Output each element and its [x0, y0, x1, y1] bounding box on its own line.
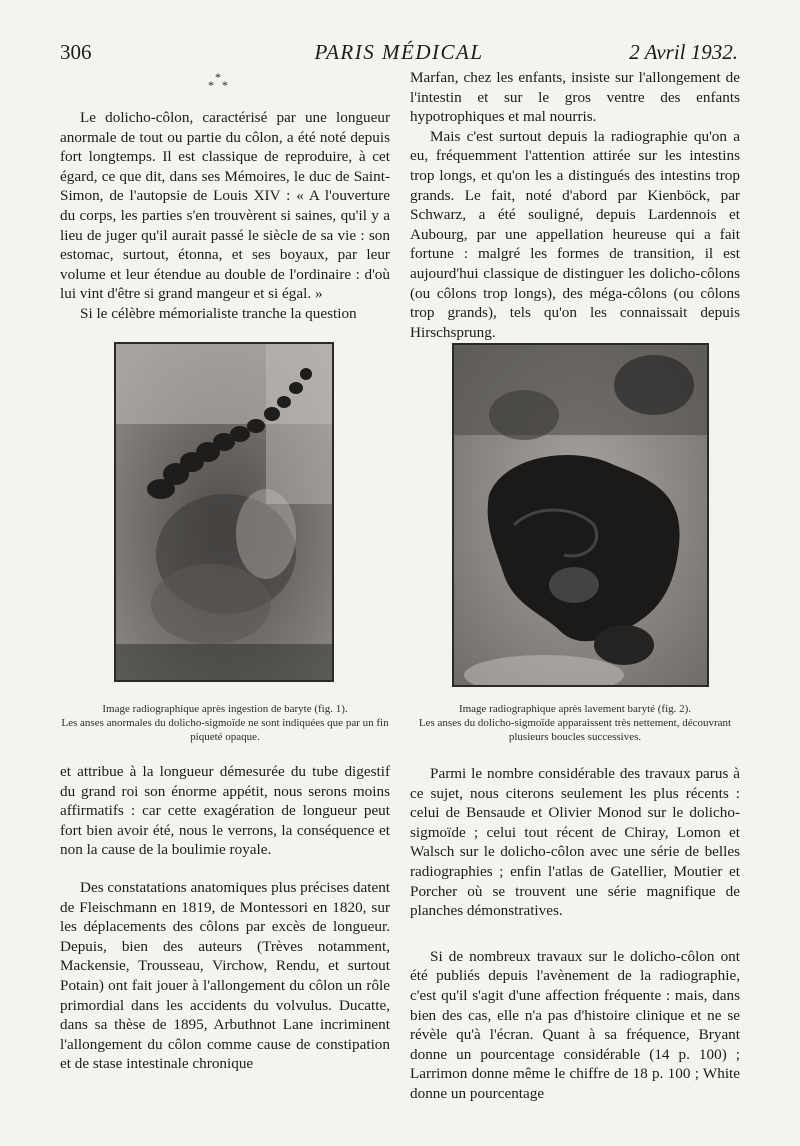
radiograph-figure-2 — [452, 343, 709, 687]
radiograph-figure-1 — [114, 342, 334, 682]
figure-2-caption — [410, 702, 740, 744]
column-left-bottom — [60, 762, 390, 1074]
paragraph: Des constatations anatomiques plus précises datent de Fleischmann en 1819, de Montessori en 1820, sur les déplacements des côlons par excès de longueur. Depuis, bien des auteurs (Trèves notamment, Mackensie, Trousseau, Virchow, Rendu, et surtout Potain) ont fait jouer à l'allongement du côlon un rôle primordial dans les accidents du volvulus. Ducatte, dans sa thèse de 1895, Arbuthnot Lane incriminent l'allongement du côlon comme cause de constipation et de stase intestinale chronique — [60, 878, 391, 1073]
paragraph: Mais c'est surtout depuis la radiographie qu'on a eu, fréquemment l'attention attirée sur les intestins trop longs, et qu'on les a distingués des intestins trop grands. Le fait, noté d'abord par Kienböck, par Schwarz, a été souligné, depuis Lardennois et Aubourg, par une appellation heureuse qui a fait fortune : malgré les formes de transition, il est aujourd'hui classique de distinguer les dolicho-côlons (ou côlons trop longs), des méga-côlons (ou côlons trop grands), tels qu'on les connaissait depuis Hirschsprung. — [410, 127, 740, 341]
paragraph: Le dolicho-côlon, caractérisé par une longueur anormale de tout ou partie du côlon, a été noté depuis fort longtemps. Il est classique de reproduire, à cet égard, ce que dit, dans ses Mémoires, le duc de Saint-Simon, de l'autopsie de Louis XIV : « A l'ouverture du corps, les parties s'en trouvèrent si saines, qu'il y a lieu de juger qu'il aurait passé le siècle de sa vie : son estomac, surtout, étonna, et ses boyaux, par leur volume et leur étendue au double de l'ordinaire : d'où lui vint d'être si grand mangeur et si égal. » — [60, 109, 390, 303]
caption-title: Image radiographique après lavement baryté (fig. 2). — [458, 703, 692, 715]
page-number: 306 — [60, 40, 92, 64]
paragraph: Si de nombreux travaux sur le dolicho-côlon ont été publiés depuis l'avènement de la radiographie, c'est qu'il s'agit d'une affection fréquente : mais, dans bien des cas, elle n'a pas d'histoire clinique et ne se révèle qu'à l'écran. Quant à sa fréquence, Bryant donne un pourcentage considérable (14 p. 100) ; Larrimon donne même le chiffre de 18 p. 100 ; White donne un pourcentage — [410, 947, 740, 1102]
column-left-top — [60, 108, 390, 324]
asterism-ornament: * * * — [208, 70, 228, 92]
paragraph: et attribue à la longueur démesurée du tube digestif du grand roi son énorme appétit, nous serons moins affirmatifs : car cette exagération de longueur peut fort bien avoir été, nous le verrons, la conséquence et non la cause de la boulimie royale. — [60, 763, 390, 859]
running-header — [60, 40, 738, 68]
journal-title: PARIS MÉDICAL — [314, 40, 484, 64]
caption-text: Les anses anormales du dolicho-sigmoïde ne sont indiquées que par un fin piqueté opaque. — [61, 717, 389, 743]
column-right-bottom — [410, 764, 740, 1104]
figure-1-caption — [60, 702, 390, 744]
paragraph: Marfan, chez les enfants, insiste sur l'allongement de l'intestin et sur le gros ventre des enfants hypotrophiques et mal nourris. — [410, 69, 740, 126]
issue-date: 2 Avril 1932. — [629, 40, 738, 64]
column-right-top — [410, 68, 740, 342]
caption-text: Les anses du dolicho-sigmoïde apparaissent très nettement, découvrant plusieurs boucles successives. — [418, 717, 732, 743]
paragraph: Parmi le nombre considérable des travaux parus à ce sujet, nous citerons seulement les plus récents : celui de Bensaude et Olivier Monod sur le dolicho-sigmoïde ; celui tout récent de Chiray, Lomon et Walsch sur le dolicho-côlon avec une série de belles radiographies ; enfin l'atlas de Gatellier, Moutier et Porcher où se trouvent une série magnifique de planches démonstratives. — [410, 765, 740, 920]
caption-title: Image radiographique après ingestion de baryte (fig. 1). — [102, 703, 348, 715]
paragraph: Si le célèbre mémorialiste tranche la question — [80, 304, 357, 322]
